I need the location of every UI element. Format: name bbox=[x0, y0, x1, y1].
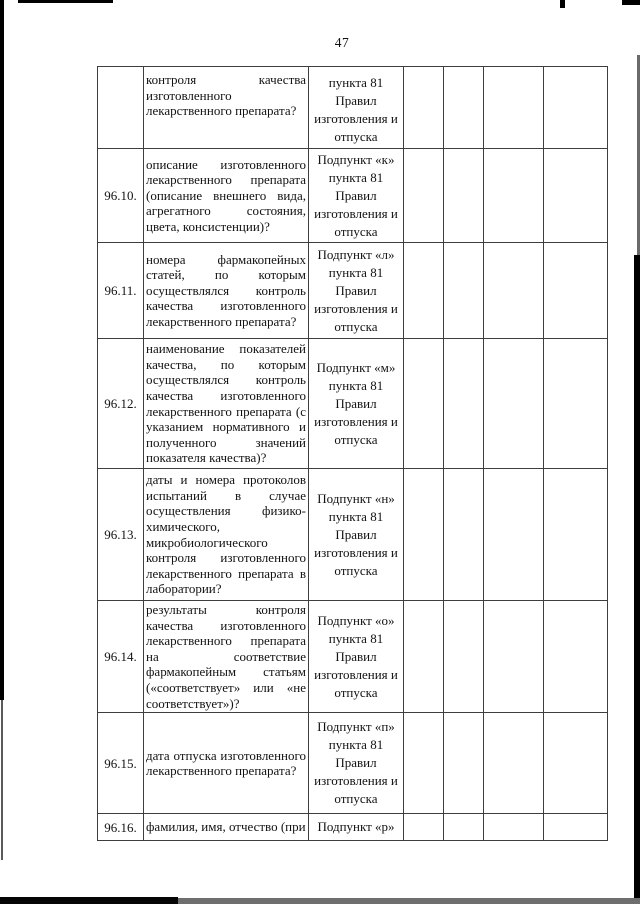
table-row bbox=[98, 601, 608, 713]
answer-cell bbox=[484, 339, 544, 469]
answer-cell bbox=[484, 243, 544, 339]
answer-cell bbox=[444, 601, 484, 713]
row-number-cell: 96.11. bbox=[98, 243, 144, 339]
answer-cell bbox=[544, 469, 608, 601]
answer-cell bbox=[484, 67, 544, 149]
reference-cell: пункта 81 Правил изготовления и отпуска bbox=[309, 67, 404, 149]
row-number-cell: 96.14. bbox=[98, 601, 144, 713]
answer-cell bbox=[404, 67, 444, 149]
row-number-cell: 96.12. bbox=[98, 339, 144, 469]
answer-cell bbox=[544, 601, 608, 713]
scan-artifact-right-bar bbox=[634, 255, 640, 903]
answer-cell bbox=[404, 243, 444, 339]
reference-cell: Подпункт «л» пункта 81 Правил изготовления и отпуска bbox=[309, 243, 404, 339]
reference-cell: Подпункт «н» пункта 81 Правил изготовления и отпуска bbox=[309, 469, 404, 601]
question-cell: результаты контроля качества изготовленного лекарственного препарата на соответствие фармакопейным статьям («соответствует» или «не соответствует»)? bbox=[144, 601, 309, 713]
row-number-cell bbox=[98, 67, 144, 149]
scan-artifact-bottom-bar bbox=[178, 898, 640, 904]
row-number-cell: 96.13. bbox=[98, 469, 144, 601]
checklist-body bbox=[98, 67, 608, 841]
checklist-table bbox=[97, 66, 608, 841]
answer-cell bbox=[404, 339, 444, 469]
answer-cell bbox=[484, 713, 544, 814]
scan-artifact-bottom-bar bbox=[0, 897, 178, 904]
answer-cell bbox=[544, 67, 608, 149]
answer-cell bbox=[444, 814, 484, 841]
row-number-cell: 96.10. bbox=[98, 149, 144, 243]
question-cell: описание изготовленного лекарственного препарата (описание внешнего вида, агрегатного состояния, цвета, консистенции)? bbox=[144, 149, 309, 243]
row-number-cell: 96.16. bbox=[98, 814, 144, 841]
reference-cell: Подпункт «к» пункта 81 Правил изготовления и отпуска bbox=[309, 149, 404, 243]
question-cell: номера фармакопейных статей, по которым осуществлялся контроль качества изготовленного лекарственного препарата? bbox=[144, 243, 309, 339]
table-row bbox=[98, 713, 608, 814]
scan-artifact-top-line bbox=[18, 0, 113, 3]
answer-cell bbox=[484, 149, 544, 243]
question-cell: даты и номера протоколов испытаний в случае осуществления физико-химического, микробиологического контроля изготовленного лекарственного препарата в лаборатории? bbox=[144, 469, 309, 601]
answer-cell bbox=[444, 149, 484, 243]
table-row bbox=[98, 67, 608, 149]
answer-cell bbox=[484, 469, 544, 601]
scan-artifact-top-mark bbox=[560, 0, 565, 8]
table-row bbox=[98, 814, 608, 841]
answer-cell bbox=[444, 67, 484, 149]
row-number-cell: 96.15. bbox=[98, 713, 144, 814]
answer-cell bbox=[544, 243, 608, 339]
reference-cell: Подпункт «о» пункта 81 Правил изготовления и отпуска bbox=[309, 601, 404, 713]
question-cell: фамилия, имя, отчество (при bbox=[144, 814, 309, 841]
scan-artifact-left-bar bbox=[0, 0, 4, 700]
answer-cell bbox=[404, 713, 444, 814]
page-number: 47 bbox=[334, 35, 350, 50]
answer-cell bbox=[444, 469, 484, 601]
question-cell: дата отпуска изготовленного лекарственного препарата? bbox=[144, 713, 309, 814]
reference-cell: Подпункт «м» пункта 81 Правил изготовления и отпуска bbox=[309, 339, 404, 469]
answer-cell bbox=[444, 339, 484, 469]
answer-cell bbox=[544, 814, 608, 841]
answer-cell bbox=[444, 713, 484, 814]
table-row bbox=[98, 339, 608, 469]
reference-cell: Подпункт «р» bbox=[309, 814, 404, 841]
table-row bbox=[98, 243, 608, 339]
answer-cell bbox=[544, 149, 608, 243]
answer-cell bbox=[544, 713, 608, 814]
answer-cell bbox=[484, 814, 544, 841]
answer-cell bbox=[444, 243, 484, 339]
answer-cell bbox=[404, 469, 444, 601]
reference-cell: Подпункт «п» пункта 81 Правил изготовления и отпуска bbox=[309, 713, 404, 814]
table-row bbox=[98, 149, 608, 243]
table-row bbox=[98, 469, 608, 601]
answer-cell bbox=[544, 339, 608, 469]
answer-cell bbox=[484, 601, 544, 713]
scan-artifact-left-bar bbox=[1, 700, 3, 860]
scan-artifact-top-mark bbox=[622, 0, 640, 5]
answer-cell bbox=[404, 149, 444, 243]
answer-cell bbox=[404, 601, 444, 713]
answer-cell bbox=[404, 814, 444, 841]
question-cell: наименование показателей качества, по которым осуществлялся контроль качества изготовленного лекарственного препарата (с указанием нормативного и полученного значений показателя качества)? bbox=[144, 339, 309, 469]
question-cell: контроля качества изготовленного лекарственного препарата? bbox=[144, 67, 309, 149]
